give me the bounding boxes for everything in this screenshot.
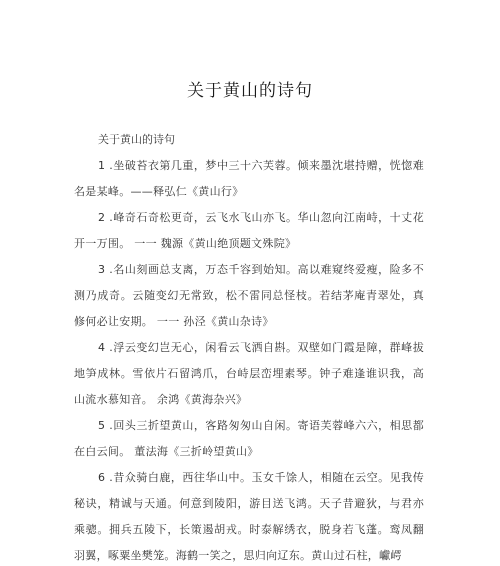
- poem-paragraph-3: 3 .名山刻画总支离，万态千容到始知。高以难窥终爱瘦，险多不测乃成奇。云随变幻无常致，松不雷同总怪枝。若结茅庵青翠处，真修何必让安期。 一一 孙泾《黄山杂诗》: [74, 263, 424, 328]
- poem-paragraph-1: 1 .坐破苔衣第几重，梦中三十六芙蓉。倾来墨沈堪持赠，恍惚难名是某峰。——释弘仁《黄山行》: [74, 159, 424, 198]
- poem-paragraph-2: 2 .峰奇石奇松更奇，云飞水飞山亦飞。华山忽向江南峙，十丈花开一万围。 一一 魏源《黄山绝顶题文殊院》: [74, 211, 424, 250]
- document-body: [74, 127, 424, 566]
- poem-paragraph-5: 5 .回头三折望黄山，客路匆匆山自闲。寄语芙蓉峰六六，相思都在白云间。 董法海《三折岭望黄山》: [74, 419, 424, 458]
- document-title: 关于黄山的诗句: [187, 81, 313, 101]
- poem-paragraph-4: 4 .浮云变幻岂无心，闲看云飞洒自斟。双壁如门霞是障，群峰拔地笋成林。雪依片石留鸿爪，台峙层峦埋素琴。钟子难逢谁识我，高山流水慕知音。 余鸿《黄海杂兴》: [74, 341, 424, 406]
- section-subheading: 关于黄山的诗句: [98, 133, 175, 146]
- poem-paragraph-6: 6 .昔众骑白鹿，西往华山中。玉女千馀人，相随在云空。见我传秘诀，精诚与天通。何意到陵阳，游目送飞鸿。天子昔避狄，与君亦乘骢。拥兵五陵下，长策遏胡戎。时泰解绣衣，脱身若飞蓬。鸾凤翻羽翼，啄粟坐樊笼。海鹤一笑之，思归向辽东。黄山过石柱，巘崿: [74, 471, 424, 562]
